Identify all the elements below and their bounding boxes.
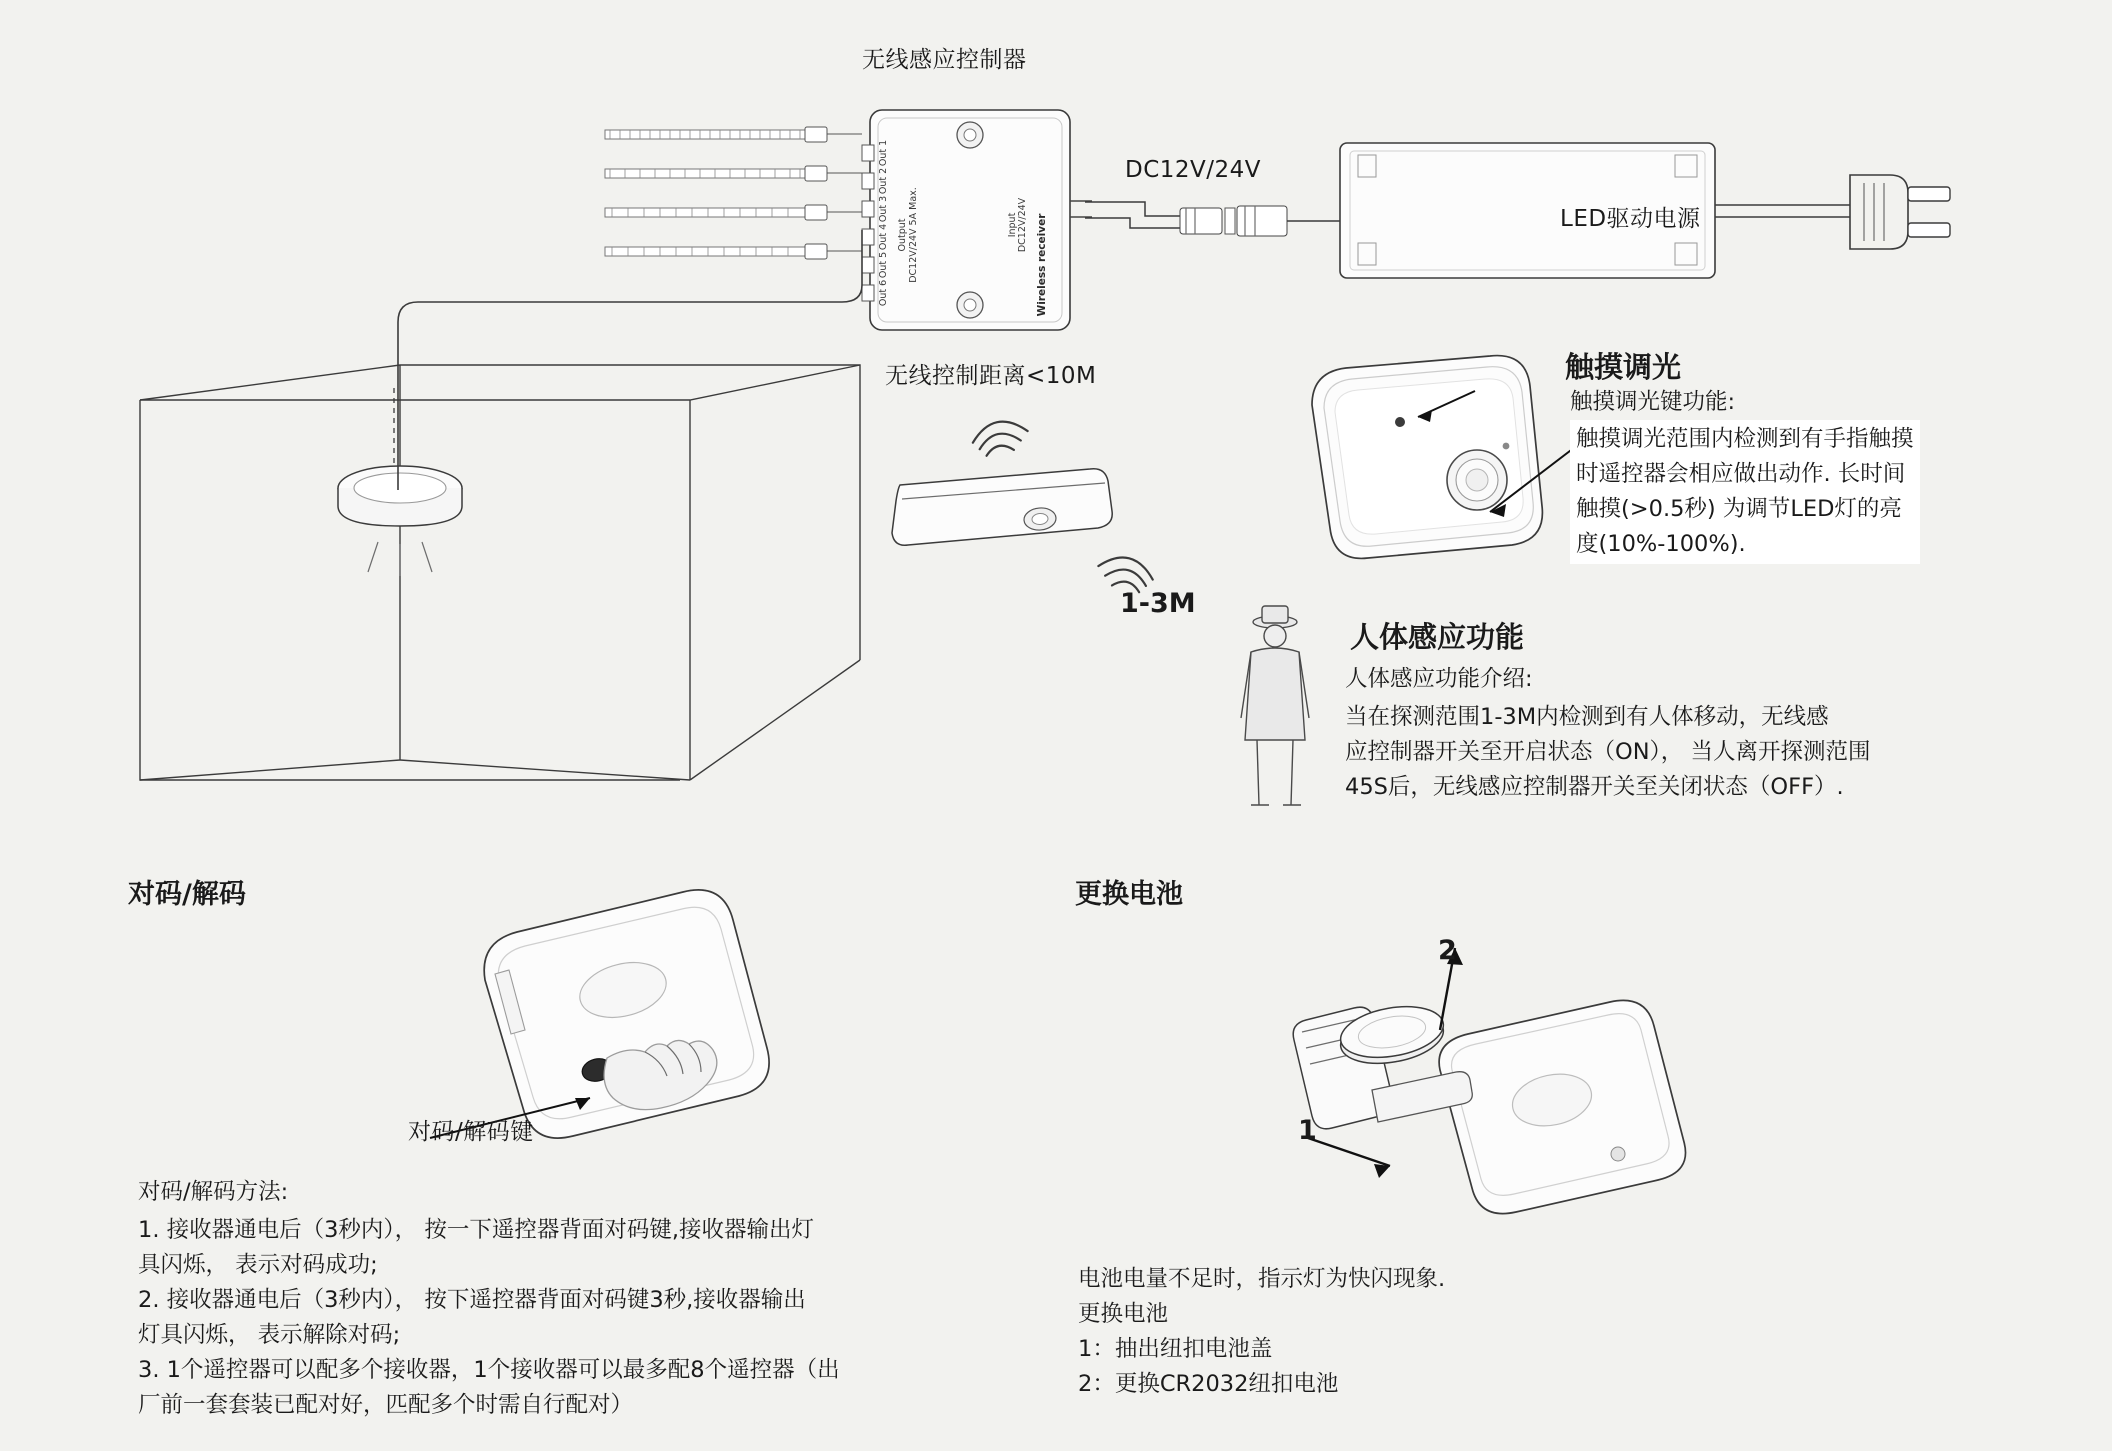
battery-heading: 更换电池 — [1075, 879, 1183, 910]
motion-line-1: 当在探测范围1-3M内检测到有人体移动，无线感 — [1345, 704, 1829, 730]
led-driver-label: LED驱动电源 — [1560, 206, 1701, 232]
motion-description — [1345, 700, 1870, 805]
pairing-step-line-1: 1. 接收器通电后（3秒内）， 按一下遥控器背面对码键,接收器输出灯 — [138, 1217, 814, 1243]
battery-description — [1078, 1262, 1445, 1402]
wireless-distance-label: 无线控制距离<10M — [885, 363, 1097, 389]
wireless-receiver-device — [860, 105, 1090, 335]
pairing-step-line-2: 具闪烁， 表示对码成功; — [138, 1252, 378, 1278]
svg-text:Out 6: Out 6 — [878, 279, 889, 307]
pairing-steps — [138, 1213, 840, 1423]
touch-description — [1570, 420, 1920, 564]
touch-subtitle: 触摸调光键功能: — [1570, 389, 1736, 415]
pairing-heading: 对码/解码 — [128, 879, 246, 910]
battery-line-2: 更换电池 — [1078, 1301, 1169, 1327]
svg-text:Out 3: Out 3 — [878, 195, 889, 223]
wireless-waves-icon — [965, 395, 1055, 465]
svg-text:Out 4: Out 4 — [878, 223, 889, 251]
battery-marker-1: 1 — [1298, 1115, 1317, 1146]
dc-voltage-label: DC12V/24V — [1125, 157, 1262, 183]
dc-connector-wire — [1085, 190, 1370, 250]
motion-heading: 人体感应功能 — [1350, 620, 1525, 654]
svg-text:Input: Input — [1007, 212, 1018, 238]
battery-line-1: 电池电量不足时，指示灯为快闪现象. — [1078, 1266, 1446, 1292]
battery-line-4: 2：更换CR2032纽扣电池 — [1078, 1371, 1339, 1397]
pairing-step-line-6: 厂前一套套装已配对好，匹配多个时需自行配对） — [138, 1392, 634, 1418]
pairing-step-line-3: 2. 接收器通电后（3秒内）， 按下遥控器背面对码键3秒,接收器输出 — [138, 1287, 806, 1313]
svg-text:Output: Output — [897, 218, 908, 252]
motion-subtitle: 人体感应功能介绍: — [1345, 666, 1533, 692]
lamp-cable — [390, 230, 890, 500]
pairing-method-title: 对码/解码方法: — [138, 1179, 289, 1205]
touch-line-3: 触摸(>0.5秒) 为调节LED灯的亮 — [1576, 496, 1902, 522]
pairing-step-line-5: 3. 1个遥控器可以配多个接收器，1个接收器可以最多配8个遥控器（出 — [138, 1357, 840, 1383]
svg-text:Out 1: Out 1 — [878, 139, 889, 167]
motion-line-2: 应控制器开关至开启状态（ON）， 当人离开探测范围 — [1345, 739, 1871, 765]
touch-line-4: 度(10%-100%). — [1576, 531, 1746, 557]
controller-title: 无线感应控制器 — [862, 47, 1027, 73]
svg-text:Wireless receiver: Wireless receiver — [1036, 213, 1048, 317]
svg-text:DC12V/24V 5A Max.: DC12V/24V 5A Max. — [908, 187, 919, 283]
touch-line-2: 时遥控器会相应做出动作. 长时间 — [1576, 461, 1906, 487]
battery-marker-2: 2 — [1438, 935, 1457, 966]
pairing-step-line-4: 灯具闪烁， 表示解除对码; — [138, 1322, 401, 1348]
battery-line-3: 1：抽出纽扣电池盖 — [1078, 1336, 1273, 1362]
pairing-button-label: 对码/解码键 — [408, 1119, 534, 1145]
svg-text:Out 2: Out 2 — [878, 167, 889, 195]
svg-text:Out 5: Out 5 — [878, 251, 889, 279]
detection-range-label: 1-3M — [1120, 588, 1196, 619]
motion-line-3: 45S后，无线感应控制器开关至关闭状态（OFF）. — [1345, 774, 1844, 800]
touch-line-1: 触摸调光范围内检测到有手指触摸 — [1576, 426, 1914, 452]
svg-text:DC12V/24V: DC12V/24V — [1017, 197, 1028, 253]
touch-heading: 触摸调光 — [1565, 350, 1682, 384]
person-figure-icon — [1215, 600, 1335, 820]
